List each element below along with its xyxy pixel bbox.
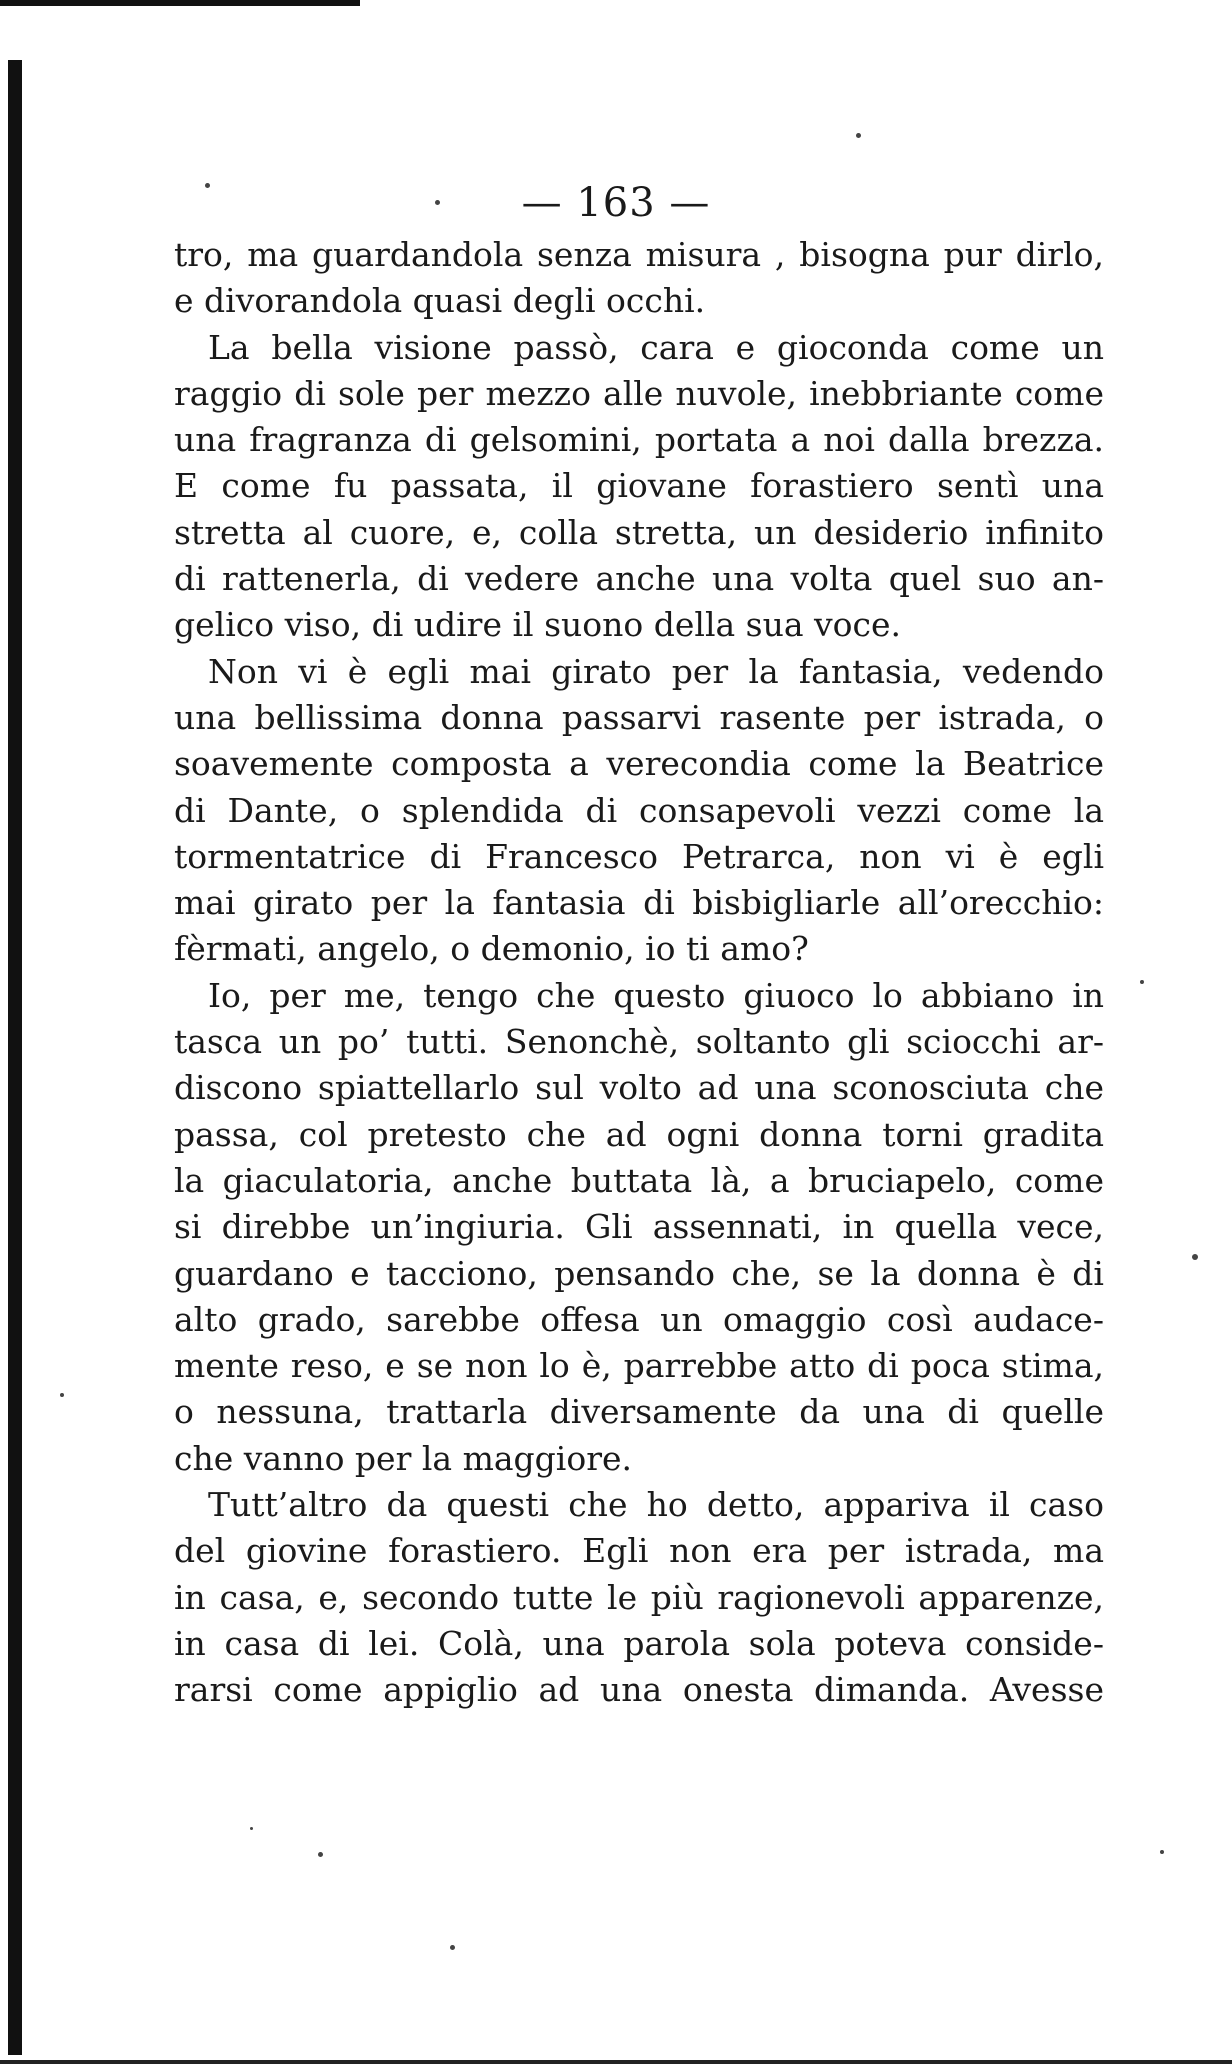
text-line: raggio di sole per mezzo alle nuvole, inebbriante come — [174, 373, 1104, 413]
scan-speck — [250, 1827, 253, 1830]
scan-speck — [450, 1945, 455, 1950]
text-line: una fragranza di gelsomini, portata a noi dalla brezza. — [174, 420, 1104, 460]
text-line: Tutt’altro da questi che ho detto, appariva il caso — [208, 1485, 1104, 1525]
text-line: del giovine forastiero. Egli non era per istrada, ma — [174, 1531, 1104, 1571]
text-line: fèrmati, angelo, o demonio, io ti amo? — [174, 929, 809, 969]
text-line: o nessuna, trattarla diversamente da una di quelle — [174, 1392, 1104, 1432]
text-line: stretta al cuore, e, colla stretta, un desiderio infinito — [174, 512, 1104, 552]
text-line: alto grado, sarebbe offesa un omaggio così audace- — [174, 1299, 1104, 1339]
page-number: — 163 — — [521, 180, 711, 226]
text-line: di Dante, o splendida di consapevoli vezzi come la — [174, 790, 1104, 830]
scan-binding-edge — [8, 60, 22, 2055]
text-line: tasca un po’ tutti. Senonchè, soltanto gli sciocchi ar- — [174, 1022, 1104, 1062]
text-line: gelico viso, di udire il suono della sua voce. — [174, 605, 902, 645]
text-line: E come fu passata, il giovane forastiero sentì una — [174, 466, 1104, 506]
text-line: che vanno per la maggiore. — [174, 1438, 633, 1478]
text-line: discono spiattellarlo sul volto ad una sconosciuta che — [174, 1068, 1104, 1108]
scan-edge-bottom — [0, 2060, 1232, 2064]
scan-edge-top — [0, 0, 360, 6]
scan-speck — [856, 133, 861, 138]
scan-speck — [1192, 1254, 1198, 1260]
text-line: passa, col pretesto che ad ogni donna torni gradita — [174, 1114, 1104, 1154]
text-line: e divorandola quasi degli occhi. — [174, 281, 706, 321]
text-line: tormentatrice di Francesco Petrarca, non vi è egli — [174, 836, 1104, 876]
text-line: guardano e tacciono, pensando che, se la donna è di — [174, 1253, 1104, 1293]
text-line: rarsi come appiglio ad una onesta dimanda. Avesse — [174, 1670, 1104, 1710]
text-line: soavemente composta a verecondia come la Beatrice — [174, 744, 1104, 784]
text-line: una bellissima donna passarvi rasente per istrada, o — [174, 697, 1104, 737]
scan-speck — [1140, 980, 1144, 984]
text-line: in casa di lei. Colà, una parola sola poteva conside- — [174, 1623, 1104, 1663]
text-line: Non vi è egli mai girato per la fantasia, vedendo — [208, 651, 1104, 691]
scan-speck — [60, 1393, 64, 1397]
text-line: di rattenerla, di vedere anche una volta quel suo an- — [174, 559, 1104, 599]
text-line: in casa, e, secondo tutte le più ragionevoli apparenze, — [174, 1577, 1104, 1617]
text-line: la giaculatoria, anche buttata là, a bruciapelo, come — [174, 1160, 1104, 1200]
text-line: mai girato per la fantasia di bisbigliarle all’orecchio: — [174, 883, 1104, 923]
text-line: si direbbe un’ingiuria. Gli assennati, in quella vece, — [174, 1207, 1104, 1247]
scan-speck — [318, 1852, 323, 1857]
text-line: tro, ma guardandola senza misura , bisogna pur dirlo, — [174, 235, 1104, 274]
text-line: La bella visione passò, cara e gioconda come un — [208, 327, 1104, 367]
page-text — [174, 232, 1104, 1714]
text-line: mente reso, e se non lo è, parrebbe atto di poca stima, — [174, 1346, 1104, 1386]
text-line: Io, per me, tengo che questo giuoco lo abbiano in — [208, 975, 1104, 1015]
scan-speck — [1160, 1850, 1164, 1854]
